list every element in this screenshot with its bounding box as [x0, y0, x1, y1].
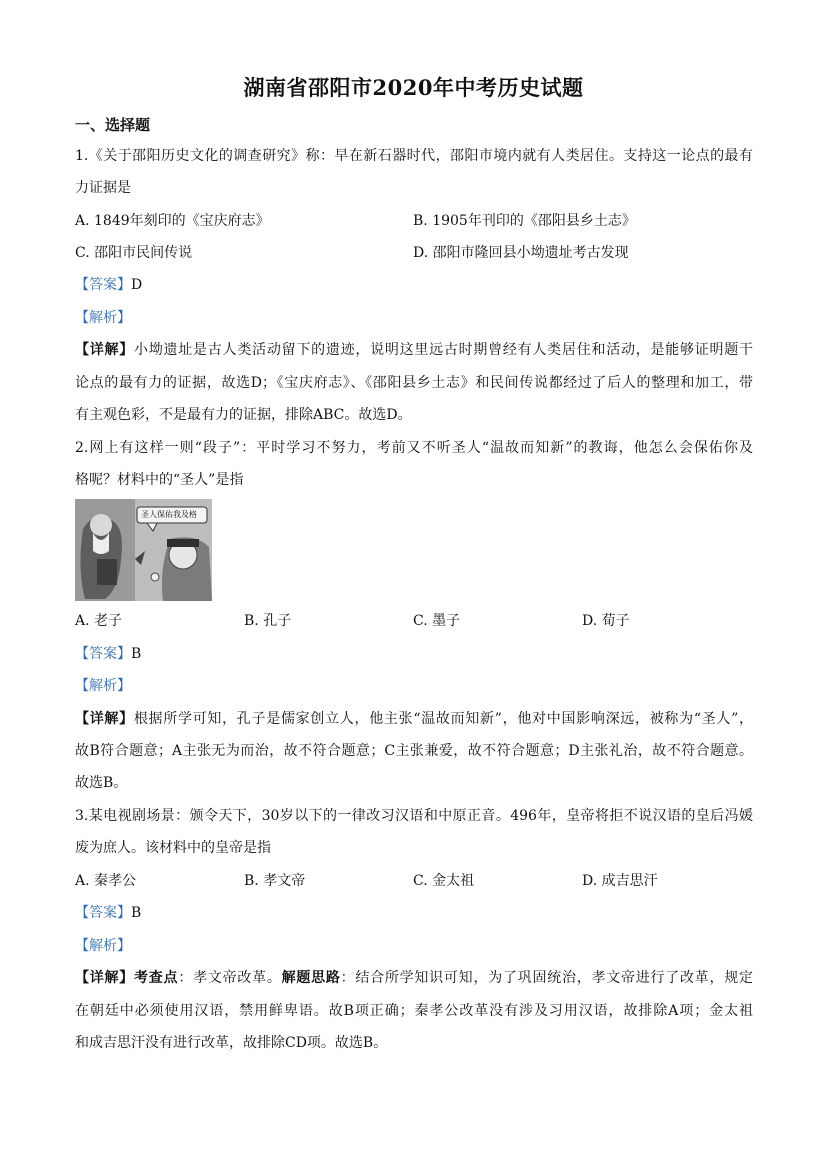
- q2-detail-text: 根据所学可知，孔子是儒家创立人，他主张“温故而知新”，他对中国影响深远，被称为“圣人”，: [133, 711, 753, 727]
- q3-answer-tag: 【答案】: [75, 905, 131, 921]
- q1-detail-line1: [75, 340, 753, 360]
- q3-detail-tag: 【详解】: [75, 970, 135, 986]
- q1-option-c: C. 邵阳市民间传说: [75, 245, 193, 261]
- q2-stem-line1: 2.网上有这样一则“段子”：平时学习不努力，考前又不听圣人“温故而知新”的教诲，他怎么会保佑你及: [75, 440, 753, 456]
- q2-answer-tag: 【答案】: [75, 646, 131, 662]
- q2-detail-tag: 【详解】: [75, 711, 134, 727]
- q1-analysis: [75, 308, 131, 328]
- q3-option-d: D. 成吉思汗: [582, 873, 658, 889]
- q3-analysis: [75, 936, 131, 956]
- q3-detail-line2: 在朝廷中必须使用汉语，禁用鲜卑语。故B项正确；秦孝公改革没有涉及习用汉语，故排除A项；金太祖: [75, 1003, 753, 1019]
- q1-answer: [75, 275, 142, 295]
- q2-answer-value: B: [131, 646, 142, 662]
- q3-option-a: A. 秦孝公: [75, 873, 137, 889]
- q3-kao-label: 考查点: [134, 970, 179, 986]
- q3-answer: [75, 903, 141, 923]
- q3-option-b: B. 孝文帝: [244, 873, 306, 889]
- q2-option-b: B. 孔子: [244, 613, 292, 629]
- q1-analysis-tag: 【解析】: [75, 310, 131, 326]
- q2-option-d: D. 荀子: [582, 613, 630, 629]
- q3-stem-line2: 废为庶人。该材料中的皇帝是指: [75, 840, 271, 856]
- q1-option-a: A. 1849年刻印的《宝庆府志》: [75, 213, 270, 229]
- section-heading: 一、选择题: [75, 116, 151, 134]
- q2-option-a: A. 老子: [75, 613, 123, 629]
- q1-answer-value: D: [131, 277, 143, 293]
- q2-stem-line2: 格呢？材料中的“圣人”是指: [75, 472, 244, 488]
- q1-answer-tag: 【答案】: [75, 277, 131, 293]
- q3-detail-line3: 和成吉思汗没有进行改革，故排除CD项。故选B。: [75, 1035, 388, 1051]
- page-title: 湖南省邵阳市2020年中考历史试题: [243, 75, 584, 100]
- q1-detail-tag: 【详解】: [75, 342, 135, 358]
- q3-kao-text: ：孝文帝改革。: [178, 970, 282, 986]
- q1-option-b: B. 1905年刊印的《邵阳县乡土志》: [413, 213, 636, 229]
- q2-detail-line1: [75, 709, 753, 729]
- q1-stem-line1: 1.《关于邵阳历史文化的调查研究》称：早在新石器时代，邵阳市境内就有人类居住。支持这一论点的最有: [75, 148, 753, 164]
- q2-option-c: C. 墨子: [413, 613, 461, 629]
- q3-jie-label: 解题思路: [281, 970, 341, 986]
- q2-detail-line3: 故选B。: [75, 775, 128, 791]
- q3-stem-line1: 3.某电视剧场景：颁令天下，30岁以下的一律改习汉语和中原正音。496年，皇帝将拒不说汉语的皇后冯媛: [75, 808, 753, 824]
- q3-option-c: C. 金太祖: [413, 873, 475, 889]
- q1-stem-line2: 力证据是: [75, 180, 131, 196]
- q2-analysis-tag: 【解析】: [75, 678, 131, 694]
- q3-answer-value: B: [131, 905, 142, 921]
- q3-detail-line1: [75, 968, 753, 988]
- q2-answer: [75, 644, 141, 664]
- cartoon-speech-bubble: 圣人保佑我及格: [141, 510, 197, 519]
- q3-detail-text: ：结合所学知识可知，为了巩固统治，孝文帝进行了改革，规定: [340, 970, 754, 986]
- q1-detail-line2: 论点的最有力的证据，故选D；《宝庆府志》、《邵阳县乡土志》和民间传说都经过了后人的整理和加工，带: [75, 375, 753, 391]
- q2-detail-line2: 故B符合题意；A主张无为而治，故不符合题意；C主张兼爱，故不符合题意；D主张礼治，故不符合题意。: [75, 743, 753, 759]
- q1-detail-text: 小坳遗址是古人类活动留下的遗迹，说明这里远古时期曾经有人类居住和活动，是能够证明题干: [134, 342, 754, 358]
- q2-analysis: [75, 676, 131, 696]
- q1-option-d: D. 邵阳市隆回县小坳遗址考古发现: [413, 245, 629, 261]
- q1-detail-line3: 有主观色彩，不是最有力的证据，排除ABC。故选D。: [75, 407, 412, 423]
- confucius-cartoon-image: [75, 499, 212, 601]
- q3-analysis-tag: 【解析】: [75, 938, 131, 954]
